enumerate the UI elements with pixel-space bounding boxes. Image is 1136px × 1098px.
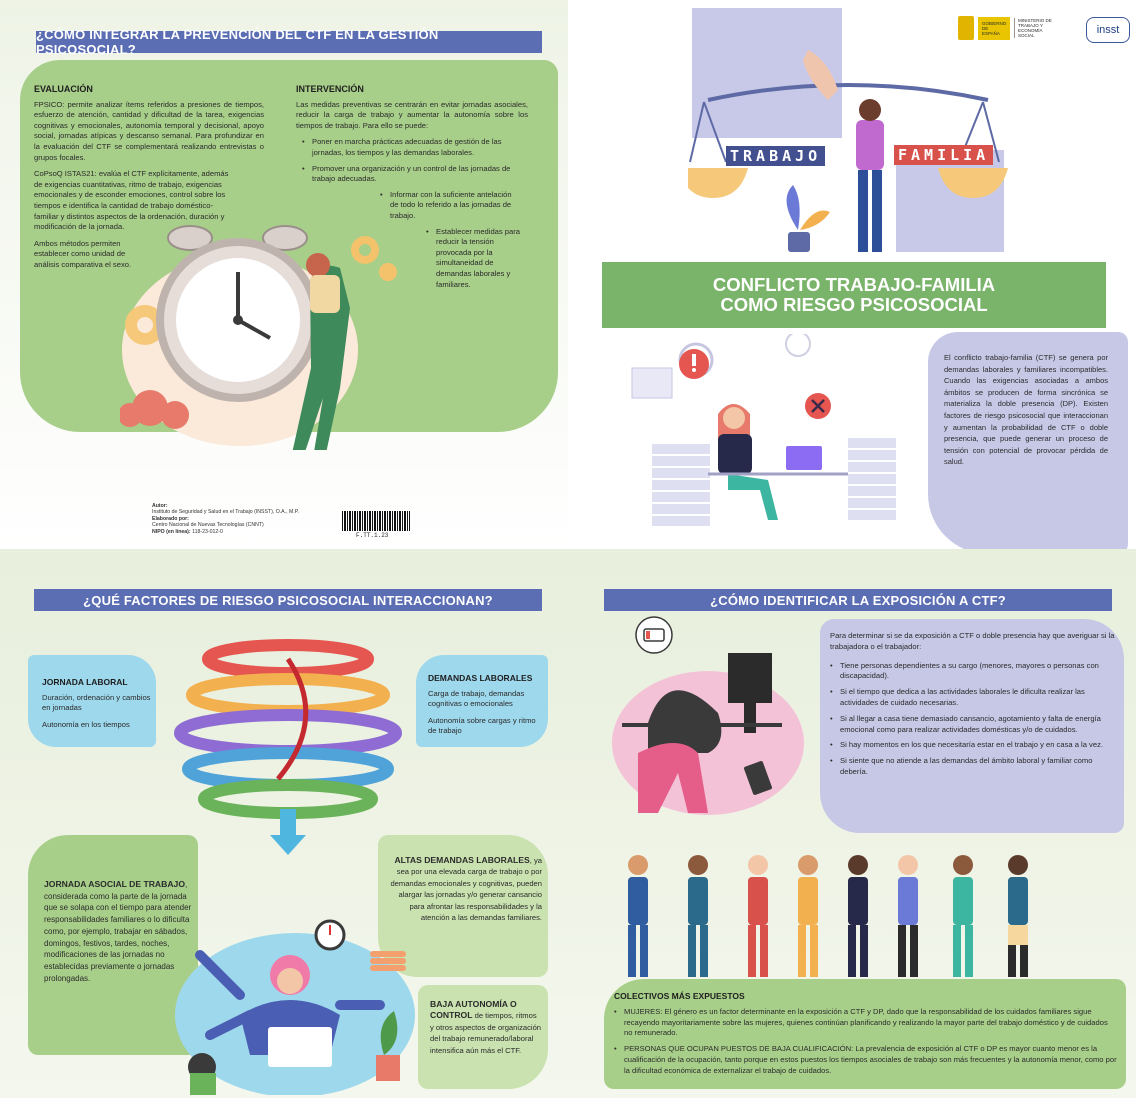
- intervencion-intro: Las medidas preventivas se centrarán en evitar jornadas asociales, reducir la carga de trabajo y aumentar la autonomía sobre los tiempos de trabajo. Para ello se puede:: [296, 99, 528, 130]
- barcode: [342, 511, 410, 531]
- evaluacion-copsoq: CoPsoQ ISTAS21: evalúa el CTF explícitamente, además de exigencias cuantitativas, ritmo de trabajo, exigencias emocionales y de esconder emociones, control sobre los tiempos e identifica la cantidad de trabajo doméstico-familiar y distintos aspectos de la ordenación, duración y modificación de la jornada.: [34, 169, 229, 232]
- stress-illustration: [618, 334, 928, 546]
- colectivos-list: [614, 1007, 1118, 1077]
- altas-text: ALTAS DEMANDAS LABORALES, ya sea por una elevada carga de trabajo o por demandas emocionales y cognitivas, pueden alargar las jornadas y/o generar cansancio para afrontar las responsabilidades y la atención a las demandas familiares.: [390, 855, 542, 923]
- evaluacion-heading: EVALUACIÓN: [34, 84, 93, 94]
- asocial-text: JORNADA ASOCIAL DE TRABAJO, considerada como la parte de la jornada que se solapa con el tiempo para atender responsabilidades familiares o lo dificulta como, por ejemplo, trabajar en sábados, domingos, festivos, tardes, noches, modificaciones de las jornadas no establecidas previamente o jornadas prolongadas.: [44, 879, 192, 983]
- insst-logo: insst: [1086, 17, 1130, 43]
- title-banner: [602, 262, 1106, 328]
- gov-logo: GOBIERNO DE ESPAÑA MINISTERIO DE TRABAJO Y ECONOMÍA SOCIAL: [958, 16, 1058, 40]
- colectivos-heading: COLECTIVOS MÁS EXPUESTOS: [614, 991, 745, 1001]
- identificar-list: [830, 661, 1118, 778]
- list-item: • MUJERES: El género es un factor determinante en la exposición a CTF y DP, dado que la responsabilidad de los cuidados familiares sigue recayendo mayoritariamente sobre las mujeres, quienes continúan planificando y realizando la mayor parte del trabajo doméstico y de cuidados no remunerado.: [614, 1007, 1118, 1039]
- workers-illustration: [608, 849, 1058, 981]
- credits-nipo: 118-23-012-0: [192, 528, 223, 535]
- intervencion-section: [296, 84, 528, 295]
- coat-of-arms-icon: [958, 16, 974, 40]
- demandas-laborales-text: DEMANDAS LABORALES Carga de trabajo, demandas cognitivas o emocionales Autonomía sobre cargas y ritmo de trabajo: [428, 673, 536, 736]
- barcode-text: F.TT.1.23: [356, 532, 389, 539]
- intervencion-heading: INTERVENCIÓN: [296, 84, 364, 94]
- identificar-text: [830, 631, 1118, 783]
- jornada-laboral-text: JORNADA LABORAL Duración, ordenación y cambios en jornadas Autonomía en los tiempos: [42, 677, 151, 729]
- list-item: • PERSONAS QUE OCUPAN PUESTOS DE BAJA CUALIFICACIÓN: La prevalencia de exposición al CTF o DP es mayor cuanto menor es la cualificación de la ocupación, tanto porque en estos puestos los tiempos asociales de trabajo son más frecuentes y la autonomía menor, como por la dificultad económica de externalizar el trabajo de cuidados.: [614, 1044, 1118, 1076]
- panel-portada: [568, 0, 1136, 549]
- scale-label-familia: FAMILIA: [894, 146, 993, 165]
- baja-text: BAJA AUTONOMÍA O CONTROL de tiempos, ritmos y otros aspectos de organización del trabajo remunerado/laboral intensifica aún más el CTF.: [430, 999, 542, 1055]
- scale-label-trabajo: TRABAJO: [726, 146, 825, 166]
- panel-integrar: [0, 0, 568, 549]
- panel-title: ¿CÓMO INTEGRAR LA PREVENCIÓN DEL CTF EN LA GESTIÓN PSICOSOCIAL?: [36, 31, 542, 53]
- list-item: • Si siente que no atiende a las demandas del ámbito laboral y familiar como debería.: [830, 756, 1118, 778]
- list-item: • Tiene personas dependientes a su cargo (menores, mayores o personas con discapacidad).: [830, 661, 1118, 683]
- list-item: • Informar con la suficiente antelación de todo lo referido a las jornadas de trabajo.: [380, 190, 520, 222]
- multitask-illustration: [170, 905, 420, 1095]
- panel-title: ¿CÓMO IDENTIFICAR LA EXPOSICIÓN A CTF?: [604, 589, 1112, 611]
- credits-elaborado: Centro Nacional de Nuevas Tecnologías (CNNT): [152, 522, 264, 529]
- identificar-intro: Para determinar si se da exposición a CTF o doble presencia hay que averiguar si la trabajadora o el trabajador:: [830, 631, 1115, 651]
- evaluacion-fpsico: FPSICO: permite analizar ítems referidos a presiones de tiempos, esfuerzo de atención, cantidad y dificultad de la tarea, exigencias cognitivas y emocionales, autonomía temporal y decisional, apoyo social, jornadas atípicas y descanso semanal. Para profundizar en la evaluación del CTF se complementará realizando entrevistas o grupos focales.: [34, 99, 264, 162]
- list-item: • Si el tiempo que dedica a las actividades laborales le dificulta realizar las actividades de cuidado necesarias.: [830, 687, 1118, 709]
- credits: Autor: Instituto de Seguridad y Salud en el Trabajo (INSST), O.A., M.P. Elaborado por: Centro Nacional de Nuevas Tecnologías (CNNT) NIPO (en línea): 118-23-012-0: [152, 503, 332, 535]
- panel-identificar: [568, 549, 1136, 1098]
- intro-text: El conflicto trabajo-familia (CTF) se genera por demandas laborales y familiares incompatibles. Cuando las exigencias asociadas a ambos ámbitos se producen de forma sincrónica se materializa la doble presencia (DP). Existen factores de riesgo psicosocial que interaccionan y aumentan la probabilidad de CTF o doble presencia, que puede generar un proceso de tensión con potencial de provocar pérdida de salud.: [944, 353, 1108, 467]
- page-title-line1: CONFLICTO TRABAJO-FAMILIA: [712, 274, 996, 295]
- list-item: • Establecer medidas para reducir la tensión provocada por la simultaneidad de demandas laborales y familiares.: [426, 227, 522, 291]
- evaluacion-ambos: Ambos métodos permiten establecer como unidad de análisis comparativa el sexo.: [34, 238, 132, 269]
- list-item: • Si hay momentos en los que necesitaría estar en el trabajo y en casa a la vez.: [830, 740, 1118, 751]
- evaluacion-section: [34, 84, 264, 271]
- list-item: • Si al llegar a casa tiene demasiado cansancio, agotamiento y falta de energía emocional como para realizar actividades domésticas y/o de cuidados.: [830, 714, 1118, 736]
- colectivos-text: [614, 991, 1118, 1082]
- page-title-line2: COMO RIESGO PSICOSOCIAL: [720, 294, 988, 315]
- intervencion-list: [296, 137, 528, 290]
- list-item: • Poner en marcha prácticas adecuadas de gestión de las jornadas, los tiempos y las demandas laborales.: [302, 137, 528, 158]
- list-item: • Promover una organización y un control de las jornadas de trabajo adecuadas.: [302, 164, 528, 185]
- tired-illustration: [608, 613, 818, 833]
- spiral-illustration: [168, 639, 408, 859]
- credits-autor: Instituto de Seguridad y Salud en el Trabajo (INSST), O.A., M.P.: [152, 509, 299, 516]
- panel-factores: [0, 549, 568, 1098]
- panel-title: ¿QUÉ FACTORES DE RIESGO PSICOSOCIAL INTERACCIONAN?: [34, 589, 542, 611]
